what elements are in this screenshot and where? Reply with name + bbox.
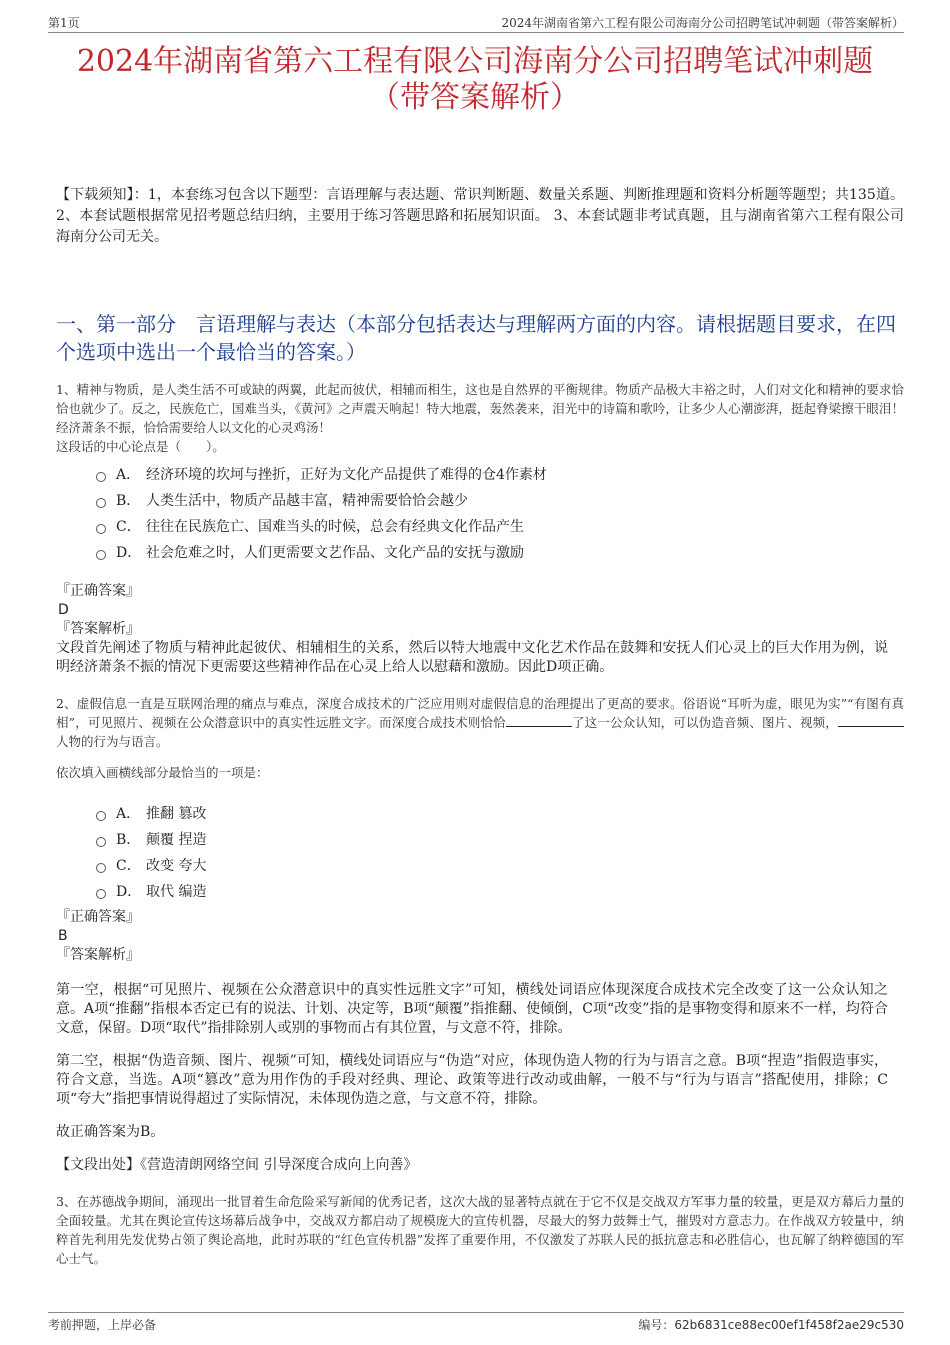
analysis-label: 『答案解析』 [56, 947, 140, 963]
answer-label: 『正确答案』 [56, 909, 140, 925]
title-line-1: 2024年湖南省第六工程有限公司海南分公司招聘笔试冲刺题 [76, 44, 874, 79]
question-2-answer [56, 908, 888, 1175]
analysis-para-2: 第二空，根据“伪造音频、图片、视频”可知，横线处词语应与“伪造”对应，体现伪造人物的行为与语言之意。B项“捏造”指假造事实，符合文意，当选。A项“篡改”意为用作伪的手段对经典、理论、政策等进行改动或曲解，一般不与“行为与语言”搭配使用，排除；C项“夸大”指把事情说得超过了实际情况，未体现伪造之意，与文意不符，排除。 [56, 1053, 888, 1107]
analysis-para-1: 第一空，根据“可见照片、视频在公众潜意识中的真实性远胜文字”可知，横线处词语应体现深度合成技术完全改变了这一公众认知之意。A项“推翻”指根本否定已有的说法、计划、决定等，B项“颠覆”指推翻、使倾倒，C项“改变”指的是事物变得和原来不一样，均符合文意，保留。D项“取代”指排除别人或别的事物而占有其位置，与文意不符，排除。 [56, 982, 888, 1036]
answer-value: B [58, 928, 68, 944]
answer-label: 『正确答案』 [56, 583, 140, 599]
q2-option-c[interactable]: C． 改变 夸大 [96, 853, 206, 879]
fill-blank [506, 714, 572, 727]
q2-option-b[interactable]: B． 颠覆 捏造 [96, 827, 206, 853]
radio-icon[interactable] [96, 837, 106, 847]
q1-option-a[interactable]: A． 经济环境的坎坷与挫折，正好为文化产品提供了难得的仓4作素材 [96, 462, 547, 488]
q1-option-d[interactable]: D． 社会危难之时，人们更需要文艺作品、文化产品的安抚与激励 [96, 540, 547, 566]
page-footer [48, 1312, 904, 1333]
question-3-text: 3、在苏德战争期间，涌现出一批冒着生命危险采写新闻的优秀记者，这次大战的显著特点就在于它不仅是交战双方军事力量的较量，更是双方幕后力量的全面较量。尤其在舆论宣传这场幕后战争中，交战双方都启动了规模庞大的宣传机器，尽最大的努力鼓舞士气，摧毁对方意志力。在作战双方较量中，纳粹首先利用先发优势占领了舆论高地，此时苏联的“红色宣传机器”发挥了重要作用，不仅激发了苏联人民的抵抗意志和必胜信心，也瓦解了纳粹德国的军心士气。 [56, 1194, 904, 1266]
radio-icon[interactable] [96, 524, 106, 534]
analysis-para-3: 故正确答案为B。 [56, 1124, 165, 1140]
analysis-text: 文段首先阐述了物质与精神此起彼伏、相辅相生的关系，然后以特大地震中文化艺术作品在鼓舞和安抚人们心灵上的巨大作用为例，说明经济萧条不振的情况下更需要这些精神作品在心灵上给人以慰藉和激励。因此D项正确。 [56, 640, 888, 675]
page-number: 第1页 [48, 16, 80, 30]
page-title [40, 44, 910, 116]
analysis-label: 『答案解析』 [56, 621, 140, 637]
radio-icon[interactable] [96, 889, 106, 899]
download-notice: 【下载须知】：1，本套练习包含以下题型：言语理解与表达题、常识判断题、数量关系题、判断推理题和资料分析题等题型；共135道。 2、本套试题根据常见招考题总结归纳，主要用于练习答题思路和拓展知识面。 3、本套试题非考试真题，且与湖南省第六工程有限公司海南分公司无关。 [56, 187, 904, 245]
question-2-options [96, 801, 206, 905]
footer-slogan: 考前押题，上岸必备 [48, 1318, 157, 1332]
question-1-answer [56, 582, 888, 677]
q1-option-b[interactable]: B． 人类生活中，物质产品越丰富，精神需要恰恰会越少 [96, 488, 547, 514]
question-1 [56, 380, 904, 456]
header-doc-title: 2024年湖南省第六工程有限公司海南分公司招聘笔试冲刺题（带答案解析） [501, 16, 904, 30]
answer-value: D [58, 602, 69, 618]
question-2 [56, 694, 904, 782]
section-heading: 一、第一部分 言语理解与表达（本部分包括表达与理解两方面的内容。请根据题目要求，在四个选项中选出一个最恰当的答案。） [56, 312, 896, 364]
q2-option-d[interactable]: D． 取代 编造 [96, 879, 206, 905]
radio-icon[interactable] [96, 863, 106, 873]
q1-option-c[interactable]: C． 往往在民族危亡、国难当头的时候，总会有经典文化作品产生 [96, 514, 547, 540]
question-1-options [96, 462, 547, 566]
question-3 [56, 1192, 904, 1268]
fill-blank [838, 714, 904, 727]
question-2-text: 2、虚假信息一直是互联网治理的痛点与难点，深度合成技术的广泛应用则对虚假信息的治理提出了更高的要求。俗语说“耳听为虚，眼见为实”“有图有真相”，可见照片、视频在公众潜意识中的真实性远胜文字。而深度合成技术则恰恰 了这一公众认知，可以伪造音频、图片、视频，人物的行为与语言。 [56, 696, 904, 749]
source-note: 【文段出处】《营造清朗网络空间 引导深度合成向上向善》 [56, 1157, 418, 1173]
question-2-ask: 依次填入画横线部分最恰当的一项是： [56, 765, 269, 780]
question-1-ask: 这段话的中心论点是（ ）。 [56, 439, 225, 454]
title-line-2: （带答案解析） [370, 80, 580, 115]
radio-icon[interactable] [96, 472, 106, 482]
page-header [48, 12, 904, 33]
q2-option-a[interactable]: A． 推翻 篡改 [96, 801, 206, 827]
radio-icon[interactable] [96, 550, 106, 560]
footer-code: 编号：62b6831ce88ec00ef1f458f2ae29c530 [638, 1318, 904, 1332]
radio-icon[interactable] [96, 498, 106, 508]
radio-icon[interactable] [96, 811, 106, 821]
question-1-text: 1、精神与物质，是人类生活不可或缺的两翼，此起而彼伏，相辅而相生，这也是自然界的平衡规律。物质产品极大丰裕之时，人们对文化和精神的要求恰恰也就少了。反之，民族危亡，国难当头，《黄河》之声震天响起！特大地震，轰然袭来，泪光中的诗篇和歌吟，让多少人心潮澎湃，挺起脊梁擦干眼泪！经济萧条不振，恰恰需要给人以文化的心灵鸡汤！ [56, 382, 904, 435]
